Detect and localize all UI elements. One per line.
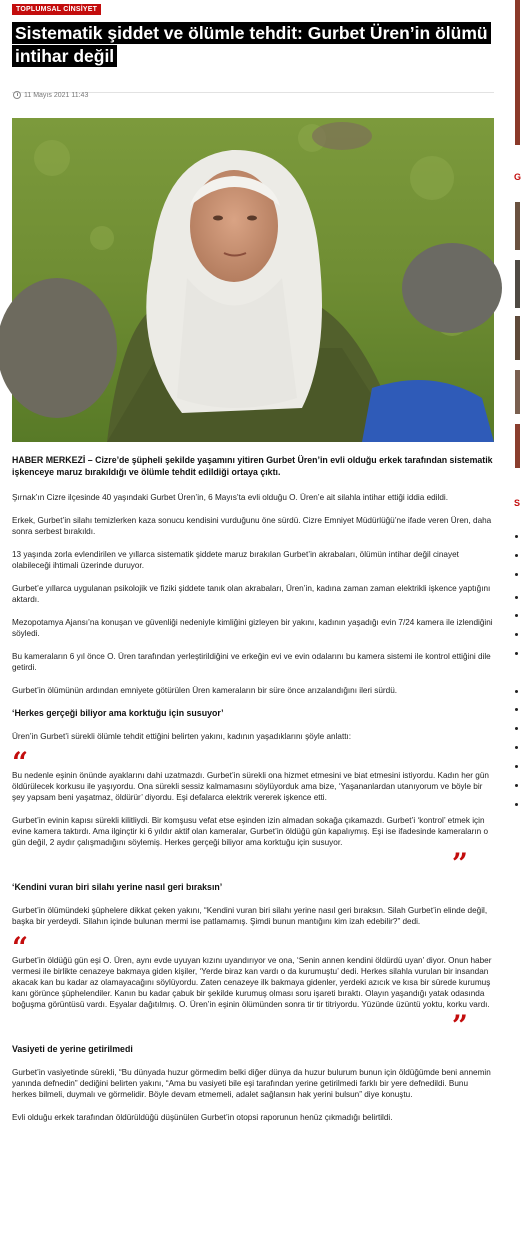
category-badge[interactable]: TOPLUMSAL CİNSİYET bbox=[12, 4, 101, 15]
sidebar-thumbnail[interactable] bbox=[515, 202, 520, 250]
article-photo bbox=[12, 118, 494, 442]
paragraph: Mezopotamya Ajansı’na konuşan ve güvenliği nedeniyle kimliğini gizleyen bir yakını, kadının yaşadığı evin 7/24 kamera ile izlendiğini söyledi. bbox=[12, 618, 493, 638]
sidebar-thumbnail[interactable] bbox=[515, 424, 520, 468]
bullet bbox=[515, 690, 518, 693]
article-lead bbox=[12, 454, 494, 478]
bullet bbox=[515, 573, 518, 576]
bullet bbox=[515, 765, 518, 768]
close-quote-icon: ” bbox=[451, 1009, 468, 1042]
paragraph: Gurbet’in ölümündeki şüphelere dikkat çeken yakını, “Kendini vuran biri silahı yerine nasıl geri bıraksın. Silah Gurbet’in elinde değil, başka bir yerdeydi. Silahın içinde bulunan mermi ise patlamamış. Şimdi bunun mantığını kim izah edebilir?” dedi. bbox=[12, 906, 488, 926]
bullet bbox=[515, 554, 518, 557]
lead-text: Cizre’de şüpheli şekilde yaşamını yitiren Gurbet Üren’in evli olduğu erkek tarafından sistematik işkenceye maruz bırakıldığı ve ölümle tehdit edildiği ortaya çıktı. bbox=[12, 455, 493, 477]
bullet bbox=[515, 784, 518, 787]
subheading: ‘Herkes gerçeği biliyor ama korktuğu için susuyor’ bbox=[12, 708, 224, 718]
bullet bbox=[515, 746, 518, 749]
blockquote bbox=[12, 931, 494, 1042]
date-text: 11 Mayıs 2021 11:43 bbox=[24, 91, 89, 99]
bullet bbox=[515, 708, 518, 711]
bullet bbox=[515, 633, 518, 636]
bullet bbox=[515, 535, 518, 538]
subheading: Vasiyeti de yerine getirilmedi bbox=[12, 1044, 133, 1054]
lead-prefix: HABER MERKEZİ – bbox=[12, 455, 93, 465]
paragraph: Gurbet’in ölümünün ardından emniyete götürülen Üren kameraların bir süre önce arızalandığını ileri sürdü. bbox=[12, 686, 398, 695]
blockquote bbox=[12, 746, 494, 880]
paragraph: Gurbet’e yıllarca uygulanan psikolojik ve fiziki şiddete tanık olan akrabaları, Üren’in, kadına zaman zaman elektrikli işkence yaptığını aktardı. bbox=[12, 584, 491, 604]
paragraph: 13 yaşında zorla evlendirilen ve yıllarca sistematik şiddete maruz bırakılan Gurbet’in akrabaları, ölümün intihar değil cinayet olabileceği ihtimali üzerinde duruyor. bbox=[12, 550, 459, 570]
open-quote-icon: “ bbox=[12, 931, 29, 964]
photo-image bbox=[12, 118, 494, 442]
sidebar-thumbnail[interactable] bbox=[515, 0, 520, 145]
bullet bbox=[515, 652, 518, 655]
sidebar-thumbnail[interactable] bbox=[515, 370, 520, 414]
quote-paragraph: Bu nedenle eşinin önünde ayaklarını dahi uzatmazdı. Gurbet’in sürekli ona hizmet etmesini ve biat etmesini istiyordu. Kadın her gün öldürülecek korkusu ile yaşıyordu. Ona sürekli sessiz kalmamasını söylüyorduk ama bize, ‘Yaşananlardan utanıyorum ve böyle bir şey yapsam beni yaşatmaz, öldürür’ diyordu. Eşi defalarca elektrik vererek işkence etti. bbox=[12, 771, 489, 802]
article-title bbox=[12, 22, 494, 68]
paragraph: Gurbet’in vasiyetinde sürekli, “Bu dünyada huzur görmedim belki diğer dünya da huzur bulurum bunun için öldüğümde beni annemin yanında defnedin” dediğini belirten yakını, “Ama bu vasiyeti bile eşi tarafından yerine getirilmedi farklı bir yere defnedildi. Bunu herkes bilmeli, duymalı ve görmelidir. Böyle devam etmemeli, adalet sağlansın hak yerini bulsun” diye konuştu. bbox=[12, 1068, 491, 1099]
clock-icon bbox=[13, 91, 21, 99]
bullet bbox=[515, 803, 518, 806]
paragraph: Şırnak’ın Cizre ilçesinde 40 yaşındaki Gurbet Üren’in, 6 Mayıs’ta evli olduğu O. Üren’e ait silahla intihar ettiği iddia edildi. bbox=[12, 493, 448, 502]
open-quote-icon: “ bbox=[12, 746, 29, 779]
quote-paragraph: Gurbet’in öldüğü gün eşi O. Üren, aynı evde uyuyan kızını uyandırıyor ve ona, ‘Senin annen kendini öldürdü uyan’ diyor. Onun haber vermesi ile birlikte cenazeye bakmaya giden kişiler, ‘Yerde biraz kan vardı o da kurumuştu’ dedi. Herkes silahla vurulan bir insandan akacak kan bu kadar az olamayacağını söylüyordu. Zaten cenazeye ilk bakmaya gidenler, yerdeki azıcık ve kısa bir sürede kurumuş kanı görünce şüphelendiler. Kanın bu kadar çabuk bir şekilde kurumuş olması soru işareti bıraktı. Olayın yaşandığı yatak odasında boğuşma görüntüsü vardı. Eşyalar dağıtılmış. O. Üren’in eşinin ölümünden sonra tir tir titriyordu. Yüzünde üzüntü yoktu, korku vardı. bbox=[12, 956, 492, 1009]
bullet bbox=[515, 727, 518, 730]
sidebar-heading: G bbox=[514, 172, 521, 182]
subheading: ‘Kendini vuran biri silahı yerine nasıl geri bıraksın’ bbox=[12, 882, 223, 892]
paragraph: Erkek, Gurbet’in silahı temizlerken kaza sonucu kendisini vurduğunu öne sürdü. Cizre Emniyet Müdürlüğü’ne ifade veren Üren, daha sonra serbest bırakıldı. bbox=[12, 516, 492, 536]
sidebar-thumbnail[interactable] bbox=[515, 316, 520, 360]
bullet bbox=[515, 596, 518, 599]
sidebar-heading: S bbox=[514, 498, 521, 508]
paragraph: Üren’in Gurbet’i sürekli ölümle tehdit ettiğini belirten yakını, kadının yaşadıklarını şöyle anlattı: bbox=[12, 732, 352, 741]
close-quote-icon: ” bbox=[451, 847, 468, 880]
sidebar bbox=[512, 0, 520, 1258]
article-date bbox=[13, 91, 88, 99]
article-title-text: Sistematik şiddet ve ölümle tehdit: Gurbet Üren’in ölümü intihar değil bbox=[12, 22, 491, 67]
paragraph: Evli olduğu erkek tarafından öldürüldüğü düşünülen Gurbet’in otopsi raporunun henüz çıkmadığı belirtildi. bbox=[12, 1113, 393, 1122]
sidebar-thumbnail[interactable] bbox=[515, 260, 520, 308]
paragraph: Bu kameraların 6 yıl önce O. Üren tarafından yerleştirildiğini ve erkeğin evi ve evin odalarını bu kamera sistemi ile kontrol ettiğini dile getirdi. bbox=[12, 652, 491, 672]
quote-paragraph: Gurbet’in evinin kapısı sürekli kilitliydi. Bir komşusu vefat etse eşinden izin almadan sokağa çıkamazdı. Gurbet’i ‘kontrol’ etmek için evine kamera taktırdı. Ama ilginçtir ki 6 yıldır aktif olan kameralar, Gurbet’in öldüğü gün kapalıymış. Eşi ise ifadesinde kameraların o gün değil, 2 aydır çalışmadığını söylemiş. Herkes gerçeği biliyor ama korktuğu için susuyor. bbox=[12, 816, 489, 847]
article-body bbox=[12, 454, 494, 1135]
bullet bbox=[515, 614, 518, 617]
